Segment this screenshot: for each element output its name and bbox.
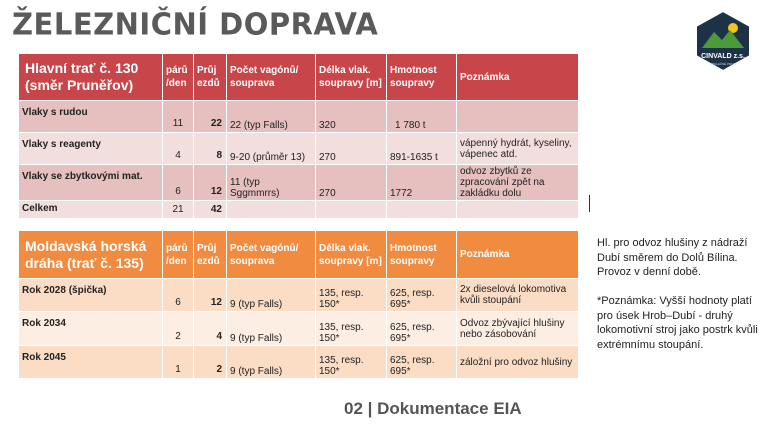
- row-label: Rok 2045: [19, 346, 163, 379]
- row-weight: 625, resp. 695*: [387, 279, 457, 312]
- row-passes: 22: [194, 101, 227, 133]
- total-empty-cell: [387, 201, 457, 219]
- col-header-passes: Průj ezdů: [194, 54, 227, 101]
- row-label: Vlaky s reagenty: [19, 133, 163, 165]
- col-header-wagons: Počet vagónů/ souprava: [227, 231, 316, 279]
- col-header-weight: Hmotnost soupravy: [387, 54, 457, 101]
- total-passes: 42: [194, 201, 227, 219]
- row-wagons: 22 (typ Falls): [227, 101, 316, 133]
- row-pairs: 11: [163, 101, 194, 133]
- row-label: Rok 2028 (špička): [19, 279, 163, 312]
- table-row: [19, 346, 579, 379]
- col-header-pairs: párů /den: [163, 231, 194, 279]
- table-header-row: [19, 54, 579, 101]
- row-passes: 8: [194, 133, 227, 165]
- divider-line: [589, 195, 590, 212]
- row-weight: 625, resp. 695*: [387, 346, 457, 379]
- total-empty-cell: [457, 201, 579, 219]
- table-row: [19, 165, 579, 201]
- row-pairs: 6: [163, 165, 194, 201]
- row-pairs: 1: [163, 346, 194, 379]
- logo-subtext: SPOLEČNĚ PROTI: [709, 62, 737, 66]
- page-footer: 02 | Dokumentace EIA: [344, 399, 522, 418]
- col-header-weight: Hmotnost soupravy: [387, 231, 457, 279]
- row-wagons: 9 (typ Falls): [227, 279, 316, 312]
- row-note: vápenný hydrát, kyseliny, vápenec atd.: [457, 133, 579, 165]
- table-row: [19, 312, 579, 346]
- table-title: Moldavská horská dráha (trať č. 135): [19, 231, 163, 279]
- row-label: Vlaky se zbytkovými mat.: [19, 165, 163, 201]
- row-wagons: 9 (typ Falls): [227, 346, 316, 379]
- row-length: 270: [316, 165, 387, 201]
- row-wagons: 9-20 (průměr 13): [227, 133, 316, 165]
- table-title: Hlavní trať č. 130 (směr Pruněřov): [19, 54, 163, 101]
- table-row: [19, 279, 579, 312]
- col-header-note: Poznámka: [457, 231, 579, 279]
- col-header-length: Délka vlak. soupravy [m]: [316, 231, 387, 279]
- cinvald-logo: [692, 10, 754, 72]
- logo-text: CINVALD z.s.: [701, 53, 745, 60]
- row-weight: 625, resp. 695*: [387, 312, 457, 346]
- page-title: ŽELEZNIČNÍ DOPRAVA: [12, 6, 379, 42]
- row-length: 135, resp. 150*: [316, 279, 387, 312]
- row-weight: 1 780 t: [387, 101, 457, 133]
- row-length: 135, resp. 150*: [316, 346, 387, 379]
- side-note-route: Hl. pro odvoz hlušiny z nádraží Dubí směrem do Dolů Bílina. Provoz v denní době.: [597, 237, 748, 278]
- total-empty-cell: [316, 201, 387, 219]
- row-length: 135, resp. 150*: [316, 312, 387, 346]
- row-wagons: 9 (typ Falls): [227, 312, 316, 346]
- row-pairs: 6: [163, 279, 194, 312]
- row-note: 2x dieselová lokomotiva kvůli stoupání: [457, 279, 579, 312]
- row-passes: 4: [194, 312, 227, 346]
- table-total-row: [19, 201, 579, 219]
- col-header-note: Poznámka: [457, 54, 579, 101]
- col-header-passes: Průj ezdů: [194, 231, 227, 279]
- row-note: [457, 101, 579, 133]
- row-note: odvoz zbytků ze zpracování zpět na zakládku dolu: [457, 165, 579, 201]
- col-header-pairs: párů /den: [163, 54, 194, 101]
- row-pairs: 4: [163, 133, 194, 165]
- row-note: záložní pro odvoz hlušiny: [457, 346, 579, 379]
- total-pairs: 21: [163, 201, 194, 219]
- col-header-wagons: Počet vagónů/ souprava: [227, 54, 316, 101]
- row-length: 320: [316, 101, 387, 133]
- row-note: Odvoz zbývající hlušiny nebo zásobování: [457, 312, 579, 346]
- row-length: 270: [316, 133, 387, 165]
- row-weight: 1772: [387, 165, 457, 201]
- total-empty-cell: [227, 201, 316, 219]
- mountain-line-table: [18, 230, 579, 379]
- row-pairs: 2: [163, 312, 194, 346]
- row-passes: 12: [194, 165, 227, 201]
- row-passes: 12: [194, 279, 227, 312]
- col-header-length: Délka vlak. soupravy [m]: [316, 54, 387, 101]
- row-label: Vlaky s rudou: [19, 101, 163, 133]
- row-wagons: 11 (typ Sggmmrrs): [227, 165, 316, 201]
- table-row: [19, 133, 579, 165]
- side-note-footnote: *Poznámka: Vyšší hodnoty platí pro úsek Hrob–Dubí - druhý lokomotivní stroj jako postrk kvůli extrémnímu stoupání.: [597, 295, 758, 351]
- row-weight: 891-1635 t: [387, 133, 457, 165]
- main-line-table: [18, 53, 579, 219]
- row-label: Rok 2034: [19, 312, 163, 346]
- table-row: [19, 101, 579, 133]
- total-label: Celkem: [19, 201, 163, 219]
- row-passes: 2: [194, 346, 227, 379]
- table-header-row: [19, 231, 579, 279]
